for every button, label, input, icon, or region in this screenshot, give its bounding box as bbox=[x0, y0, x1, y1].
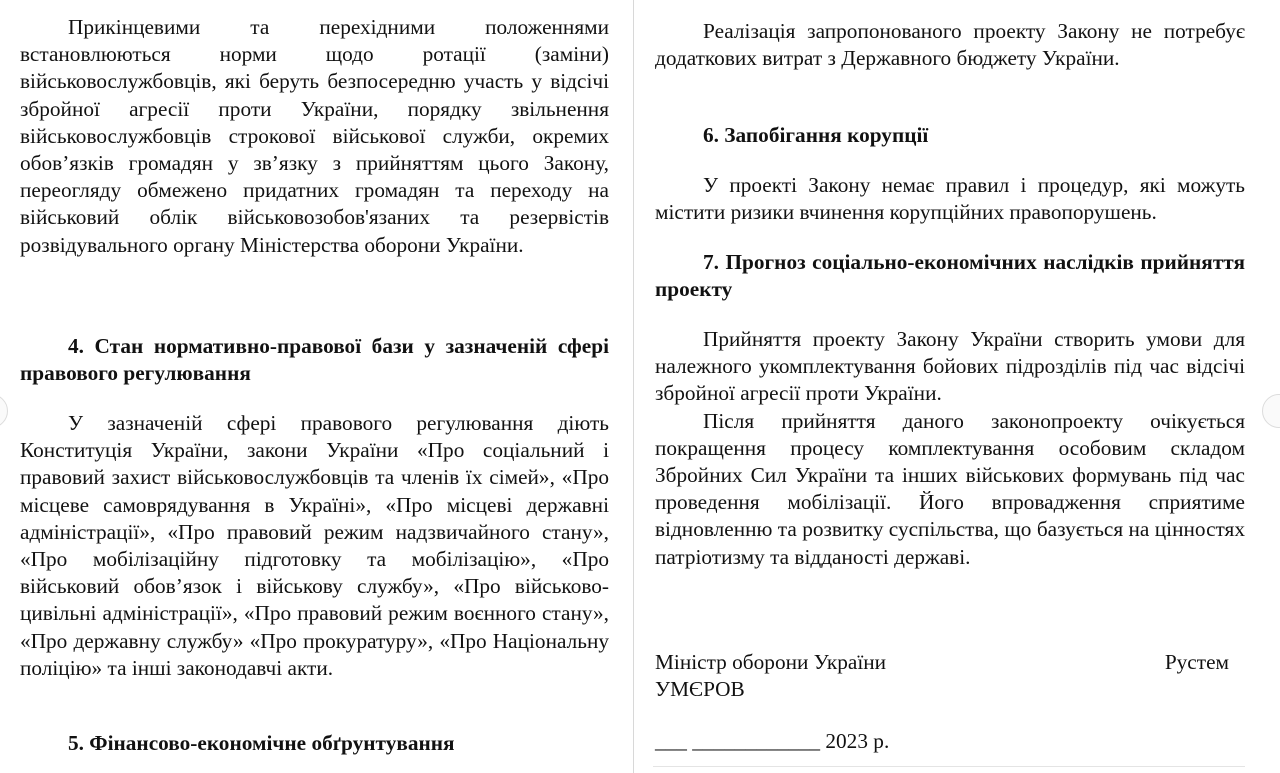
signatory-first-name: Рустем bbox=[1164, 650, 1229, 674]
section-4-body-block bbox=[20, 410, 609, 682]
right-page bbox=[633, 0, 1264, 773]
section-4-heading: 4. Стан нормативно-правової бази у зазначеній сфері правового регулювання bbox=[20, 334, 609, 386]
section-5-heading: 5. Фінансово-економічне обґрунтування bbox=[68, 731, 455, 755]
transitional-provisions-paragraph: Прикінцевими та перехідними положеннями встановлюються норми щодо ротації (заміни) військовослужбовців, які беруть безпосередню участь у відсічі збройної агресії проти України, порядку звільнення військовослужбовців строкової військової служби, окремих обов’язків громадян у зв’язку з прийняттям цього Закону, переогляду обмежено придатних громадян та переходу на військовий облік військовозобов'язаних та резервістів розвідувального органу Міністерства оборони України. bbox=[20, 15, 609, 257]
section-5-paragraph: Реалізація запропонованого проекту Закону не потребує додаткових витрат з Державного бюджету України. bbox=[655, 19, 1245, 71]
signature-block bbox=[655, 649, 1245, 703]
section-7-heading-block bbox=[655, 249, 1245, 303]
section-4-block bbox=[20, 333, 609, 387]
signatory-position: Міністр оборони України bbox=[655, 650, 887, 674]
next-page-button[interactable] bbox=[1262, 394, 1280, 428]
section-6-body-block bbox=[655, 172, 1245, 226]
signature-row bbox=[655, 649, 1245, 676]
section-7-paragraph-b: Після прийняття даного законопроекту очікується покращення процесу комплектування особовим складом Збройних Сил України та інших військових формувань під час проведення мобілізації. Його впровадження сприятиме відновленню та розвитку суспільства, що базується на цінностях патріотизму та відданості державі. bbox=[655, 408, 1245, 569]
section-7-body-block bbox=[655, 326, 1245, 571]
signatory-surname: УМЄРОВ bbox=[655, 677, 745, 702]
section-5-body-block bbox=[655, 18, 1245, 72]
section-7-heading: 7. Прогноз соціально-економічних наслідків прийняття проекту bbox=[655, 250, 1245, 302]
section-6-heading-block bbox=[655, 122, 1245, 149]
section-5-heading-block bbox=[20, 730, 609, 757]
section-7-paragraph-a: Прийняття проекту Закону України створить умови для належного укомплектування бойових підрозділів під час відсічі збройної агресії проти України. bbox=[655, 327, 1245, 406]
transitional-provisions-block bbox=[20, 14, 609, 259]
section-6-heading: 6. Запобігання корупції bbox=[703, 123, 929, 147]
section-6-paragraph: У проекті Закону немає правил і процедур, які можуть містити ризики вчинення корупційних правопорушень. bbox=[655, 173, 1245, 225]
date-block bbox=[655, 728, 1245, 755]
date-line: ___ ____________ 2023 р. bbox=[655, 729, 890, 753]
section-4-paragraph: У зазначеній сфері правового регулювання діють Конституція України, закони України «Про соціальний і правовий захист військовослужбовців та членів їх сімей», «Про місцеве самоврядування в Україні», «Про місцеві державні адміністрації», «Про правовий режим надзвичайного стану», «Про мобілізаційну підготовку та мобілізацію», «Про військовий обов’язок і військову службу», «Про військово-цивільні адміністрації», «Про правовий режим воєнного стану», «Про державну службу» «Про прокуратуру», «Про Національну поліцію» та інші законодавчі акти. bbox=[20, 411, 609, 680]
left-page bbox=[0, 0, 630, 773]
page-bottom-rule bbox=[653, 766, 1245, 767]
